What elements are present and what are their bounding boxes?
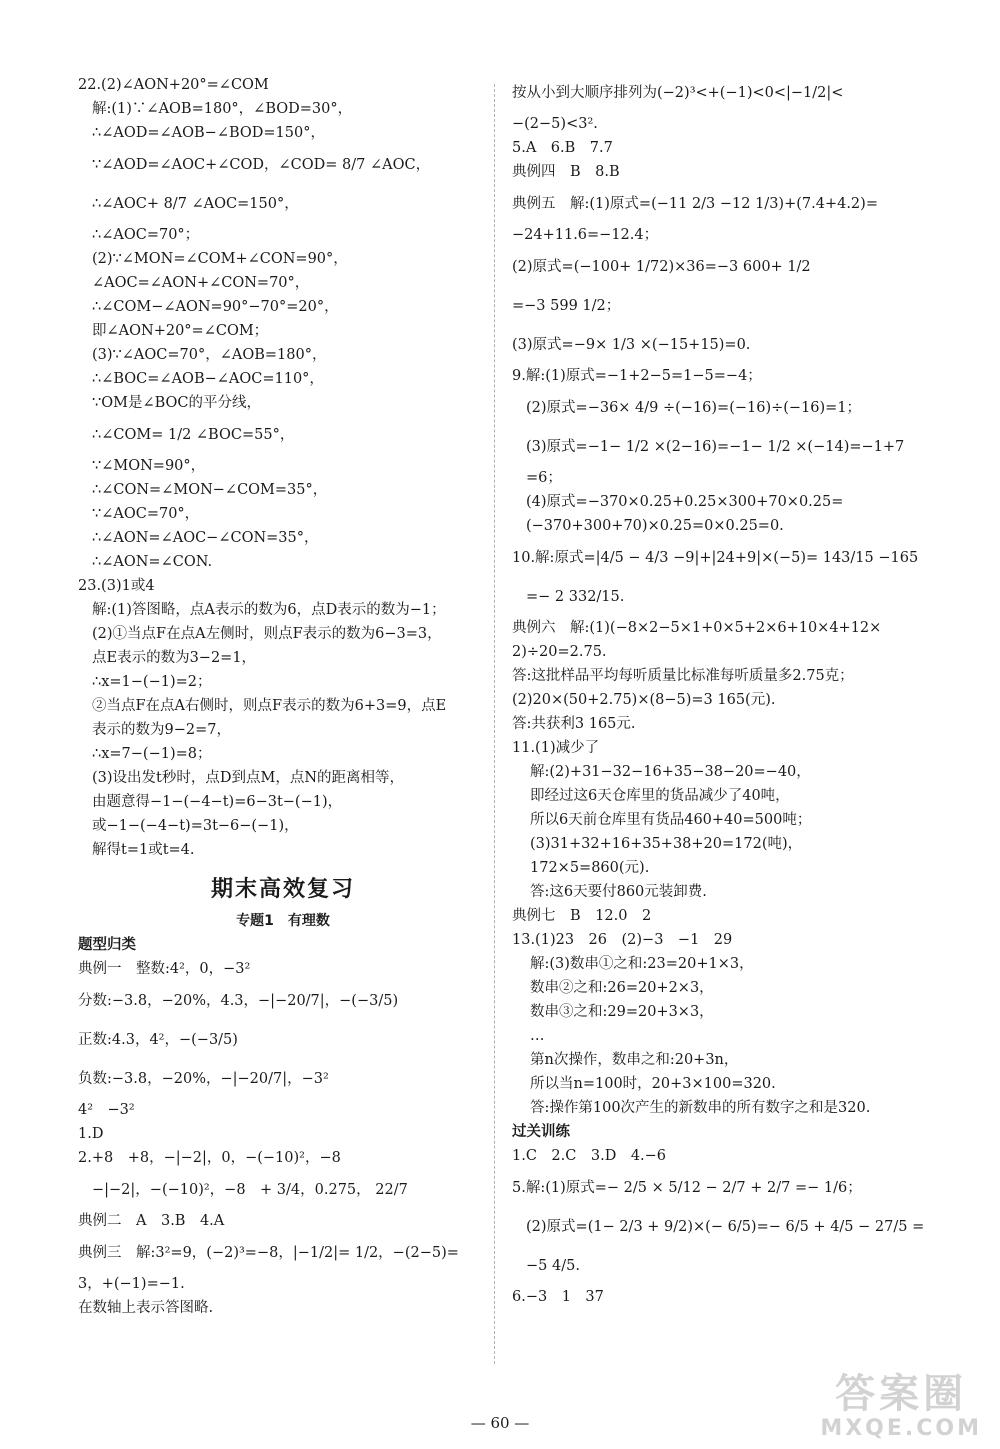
answer-line: ∴∠AOC+ 8/7 ∠AOC=150°，	[92, 196, 299, 212]
answer-line: 1.D	[78, 1126, 104, 1142]
answer-line: −|−2|，−(−10)²，−8 + 3/4，0.275， 22/7	[92, 1182, 408, 1198]
answer-line: 2)÷20=2.75.	[512, 644, 607, 660]
answer-line: 22.(2)∠AON+20°=∠COM	[78, 77, 269, 93]
answer-line: (3)原式=−9× 1/3 ×(−15+15)=0.	[512, 337, 751, 353]
answer-line: (4)原式=−370×0.25+0.25×300+70×0.25=	[526, 494, 844, 510]
answer-line: 1.C 2.C 3.D 4.−6	[512, 1148, 667, 1164]
answer-line: (2)∵∠MON=∠COM+∠CON=90°，	[92, 251, 348, 267]
answer-line: 典例六 解:(1)(−8×2−5×1+0×5+2×6+10×4+12×	[512, 620, 882, 636]
answer-line: 典例五 解:(1)原式=(−11 2/3 −12 1/3)+(7.4+4.2)=	[512, 196, 878, 212]
left-column	[78, 78, 488, 1325]
answer-line: ∴∠COM−∠AON=90°−70°=20°，	[92, 299, 339, 315]
answer-line: 解:(1)∵∠AOB=180°，∠BOD=30°，	[92, 101, 353, 117]
answer-line: ∴x=1−(−1)=2；	[92, 674, 212, 690]
answer-line: 解得t=1或t=4.	[92, 842, 195, 858]
answer-line: =6；	[526, 470, 562, 486]
answer-line: 正数:4.3，4²，−(−3/5)	[78, 1032, 238, 1048]
answer-line: 所以当n=100时，20+3×100=320.	[530, 1076, 776, 1092]
answer-line: 答:操作第100次产生的新数串的所有数字之和是320.	[530, 1100, 871, 1116]
answer-line: (−370+300+70)×0.25=0×0.25=0.	[526, 518, 784, 534]
answer-line: ∴∠COM= 1/2 ∠BOC=55°，	[92, 427, 295, 443]
page-number: — 60 —	[470, 1414, 530, 1432]
answer-line: (3)31+32+16+35+38+20=172(吨)，	[530, 836, 803, 852]
answer-line: ∴x=7−(−1)=8；	[92, 746, 212, 762]
answer-line: (2)原式=(−100+ 1/72)×36=−3 600+ 1/2	[512, 259, 811, 275]
watermark-text-url: MXQE.COM	[820, 1416, 982, 1441]
answer-line: 答:这批样品平均每听质量比标准每听质量多2.75克；	[512, 668, 854, 684]
answer-line: ②当点F在点A右侧时，则点F表示的数为6+3=9，点E	[92, 698, 447, 714]
column-divider	[494, 84, 495, 1364]
answer-line: 9.解:(1)原式=−1+2−5=1−5=−4；	[512, 368, 762, 384]
left-answers-part-2	[78, 938, 488, 1316]
answer-line: ∴∠AOC=70°；	[92, 227, 200, 243]
answer-line: (2)20×(50+2.75)×(8−5)=3 165(元).	[512, 692, 776, 708]
watermark-logo	[820, 1372, 982, 1441]
answer-line: (3)∵∠AOC=70°，∠AOB=180°，	[92, 347, 327, 363]
answer-line: 数串③之和:29=20+3×3，	[530, 1004, 714, 1020]
answer-line: (2)①当点F在点A左侧时，则点F表示的数为6−3=3，	[92, 626, 442, 642]
answer-line: 表示的数为9−2=7，	[92, 722, 231, 738]
answer-line: 典例二 A 3.B 4.A	[78, 1213, 225, 1229]
answer-line: 题型归类	[78, 937, 136, 953]
answer-line: −24+11.6=−12.4；	[512, 227, 659, 243]
answer-line: 13.(1)23 26 (2)−3 −1 29	[512, 932, 733, 948]
left-answers-part-1	[78, 78, 488, 858]
answer-line: =−3 599 1/2；	[512, 298, 621, 314]
answer-line: 负数:−3.8，−20%，−|−20/7|，−3²	[78, 1071, 329, 1087]
answer-line: (2)原式=(1− 2/3 + 9/2)×(− 6/5)=− 6/5 + 4/5 − 27/5 =	[526, 1219, 925, 1235]
answer-line: 典例一 整数:4²，0，−3²	[78, 961, 251, 977]
answer-line: =− 2 332/15.	[526, 589, 625, 605]
answer-line: 由题意得−1−(−4−t)=6−3t−(−1)，	[92, 794, 343, 810]
answer-line: ∵∠AOC=70°，	[92, 506, 200, 522]
answer-line: 第n次操作，数串之和:20+3n，	[530, 1052, 739, 1068]
answer-line: ∴∠AON=∠AOC−∠CON=35°，	[92, 530, 319, 546]
section-title: 期末高效复习	[210, 877, 355, 902]
answer-line: 即∠AON+20°=∠COM；	[92, 323, 269, 339]
answer-line: 典例三 解:3²=9，(−2)³=−8，|−1/2|= 1/2，−(2−5)=	[78, 1245, 459, 1261]
answer-line: ∵∠MON=90°，	[92, 458, 206, 474]
answer-line: ∵OM是∠BOC的平分线，	[92, 395, 262, 411]
answer-line: (3)设出发t秒时，点D到点M，点N的距离相等，	[92, 770, 405, 786]
answer-line: ∠AOC=∠AON+∠CON=70°，	[92, 275, 310, 291]
answer-line: 解:(2)+31−32−16+35−38−20=−40，	[530, 764, 811, 780]
answer-line: 答:共获利3 165元.	[512, 716, 636, 732]
answer-line: 分数:−3.8，−20%，4.3，−|−20/7|，−(−3/5)	[78, 993, 399, 1009]
answer-line: 所以6天前仓库里有货品460+40=500吨；	[530, 812, 812, 828]
answer-line: 4² −3²	[78, 1102, 135, 1118]
answer-line: ∴∠CON=∠MON−∠COM=35°，	[92, 482, 328, 498]
answer-line: 6.−3 1 37	[512, 1289, 604, 1305]
answer-line: 解:(3)数串①之和:23=20+1×3，	[530, 956, 754, 972]
answer-line: 172×5=860(元).	[530, 860, 650, 876]
topic-title: 专题1 有理数	[236, 913, 330, 929]
right-answers	[512, 78, 932, 1305]
answer-line: 11.(1)减少了	[512, 740, 600, 756]
answer-line: 典例四 B 8.B	[512, 164, 620, 180]
answer-line: 或−1−(−4−t)=3t−6−(−1)，	[92, 818, 299, 834]
answer-line: 5.解:(1)原式=− 2/5 × 5/12 − 2/7 + 2/7 =− 1/6；	[512, 1180, 862, 1196]
answer-line: 点E表示的数为3−2=1，	[92, 650, 257, 666]
answer-line: −5 4/5.	[526, 1258, 580, 1274]
answer-line: −(2−5)<3².	[512, 116, 598, 132]
answer-line: 按从小到大顺序排列为(−2)³<+(−1)<0<|−1/2|<	[512, 85, 844, 101]
answer-line: ∴∠BOC=∠AOB−∠AOC=110°，	[92, 371, 324, 387]
answer-line: 数串②之和:26=20+2×3，	[530, 980, 714, 996]
answer-line: ∵∠AOD=∠AOC+∠COD，∠COD= 8/7 ∠AOC，	[92, 157, 431, 173]
answer-line: 在数轴上表示答图略.	[78, 1300, 214, 1316]
answer-line: 5.A 6.B 7.7	[512, 140, 613, 156]
answer-line: 3，+(−1)=−1.	[78, 1276, 185, 1292]
right-column	[512, 78, 932, 1314]
answer-line: …	[530, 1028, 545, 1044]
answer-line: 即经过这6天仓库里的货品减少了40吨，	[530, 788, 790, 804]
answer-line: 23.(3)1或4	[78, 578, 155, 594]
answer-line: (2)原式=−36× 4/9 ÷(−16)=(−16)÷(−16)=1；	[526, 400, 862, 416]
answer-line: ∴∠AOD=∠AOB−∠BOD=150°，	[92, 125, 325, 141]
answer-line: 10.解:原式=|4/5 − 4/3 −9|+|24+9|×(−5)= 143/15 −165	[512, 550, 919, 566]
answer-line: (3)原式=−1− 1/2 ×(2−16)=−1− 1/2 ×(−14)=−1+7	[526, 439, 905, 455]
watermark-text-cn: 答案圈	[835, 1371, 968, 1417]
answer-line: 2.+8 +8，−|−2|，0，−(−10)²，−8	[78, 1150, 341, 1166]
answer-line: 过关训练	[512, 1124, 570, 1140]
answer-line: 解:(1)答图略，点A表示的数为6，点D表示的数为−1；	[92, 602, 446, 618]
answer-line: 答:这6天要付860元装卸费.	[530, 884, 707, 900]
answer-line: 典例七 B 12.0 2	[512, 908, 652, 924]
answer-line: ∴∠AON=∠CON.	[92, 554, 213, 570]
